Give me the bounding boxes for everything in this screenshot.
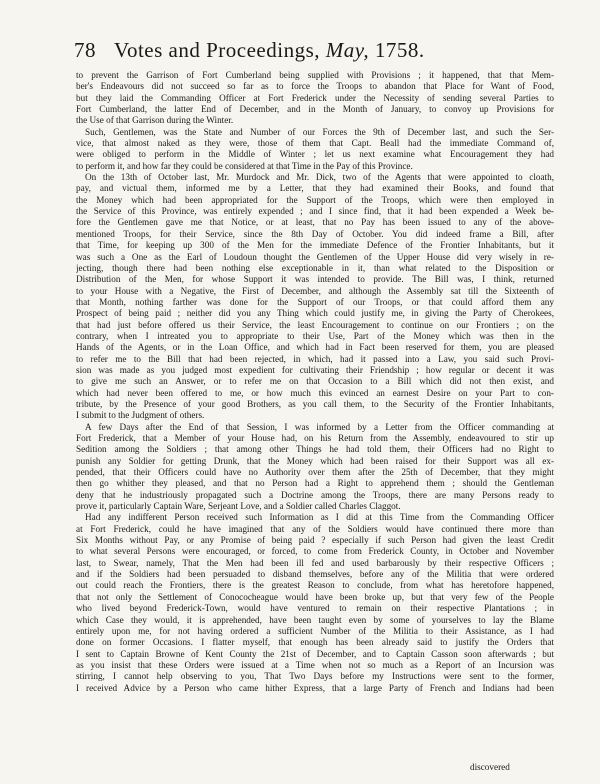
text-line: but they laid the Commanding Officer at Fort Frederick under the Necessity of sending several Parties to <box>76 92 554 103</box>
body-text <box>76 70 554 694</box>
text-line: that had just before offered us their Service, the least Encouragement to continue on our Frontiers ; on the <box>76 319 554 330</box>
text-line: was such a One as the Earl of Loudoun thought the Gentlemen of the Upper House did very wisely in re- <box>76 251 554 262</box>
text-line: A few Days after the End of that Session, I was informed by a Letter from the Officer commanding at <box>85 421 554 432</box>
text-line: to prevent the Garrison of Fort Cumberland being supplied with Provisions ; it happened, that that Mem- <box>76 70 554 80</box>
text-line: then go whither they pleased, and that no Person had a Right to apprehend them ; should the Gentleman <box>76 478 554 489</box>
text-line: pended, that their Officers could have no Authority over them after the 25th of December, that they might <box>76 467 554 478</box>
text-line: Prospect of being paid ; neither did you any Thing which could justify me, in giving the Party of Cherokees, <box>76 308 554 319</box>
text-line: Fort Cumberland, the latter End of December, and in the Month of January, to convoy up Provisions for <box>76 104 554 115</box>
text-line: Six Months without Pay, or any Promise of being paid ? especially if such Person had given the least Credit <box>76 535 554 546</box>
text-line: sion was made as you judged most expedient for cultivating their Friendship ; how regular or decent it was <box>76 364 554 375</box>
text-line: which had never been offered to me, or how much this evinced an earnest Desire on your Part to con- <box>76 387 554 398</box>
page-number: 78 <box>74 38 96 62</box>
text-line: that Month, nothing farther was done for the Support of our Troops, or that could afford them any <box>76 296 554 307</box>
text-line: who lived beyond Frederick-Town, would have ventured to remain on their respective Plantations ; in <box>76 603 554 614</box>
text-line: On the 13th of October last, Mr. Murdock and Mr. Dick, two of the Agents that were appointed to cloath, <box>85 172 554 183</box>
text-line: to perform it, and how far they could be considered at that Time in the Pay of this Province. <box>76 160 413 171</box>
text-line: Sedition among the Soldiers ; that among other Things he had told them, their Officers had no Right to <box>76 444 554 455</box>
text-line: Had any indifferent Person received such Information as I did at this Time from the Commanding Officer <box>85 512 554 523</box>
text-line: at Fort Frederick, could he have imagined that any of the Soldiers would have continued there more than <box>76 523 554 534</box>
text-line: pay, and victual them, informed me by a Letter, that they had examined their Books, and found that <box>76 183 554 194</box>
text-line: to what several Persons were encouraged, or forced, to come from Frederick County, in October and November <box>76 546 554 557</box>
text-line: vice, that almost naked as they were, those of them that Capt. Beall had the immediate Command of, <box>76 138 554 149</box>
text-line: which Case they would, it is apprehended, have been taught even by some of yourselves to lay the Blame <box>76 614 554 625</box>
text-line: last, to Swear, namely, That the Men had been ill fed and used barbarously by their respective Officers ; <box>76 557 554 568</box>
text-line: entirely upon me, for not having ordered a sufficient Number of the Militia to their Assistance, as I had <box>76 625 554 636</box>
text-line: I received Advice by a Person who came hither Express, that a large Party of French and Indians had been <box>76 682 554 693</box>
text-line: as you insist that these Orders were issued at a Time when not so much as a Report of an Incursion was <box>76 659 554 670</box>
text-line: out could reach the Frontiers, there is the greatest Reason to conclude, from what has heretofore happened, <box>76 580 554 591</box>
text-line: Distribution of the Men, for whose Support it was intended to provide. The Bill was, I think, returned <box>76 274 554 285</box>
text-line: prove it, particularly Captain Ware, Serjeant Love, and a Soldier called Charles Claggot. <box>76 501 401 512</box>
text-line: I submit to the Judgment of others. <box>76 410 205 421</box>
text-line: were obliged to perform in the Middle of Winter ; let us next examine what Encouragement they had <box>76 149 554 160</box>
text-line: that not only the Settlement of Conococheague would have been broke up, but that very few of the People <box>76 591 554 602</box>
text-line: jecting, though there had been nothing else exceptionable in it, than what related to the Disposition or <box>76 262 554 273</box>
text-line: ber's Endeavours did not succeed so far as to force the Troops to abandon that Place for Want of Food, <box>76 81 554 92</box>
running-title-month: May, <box>325 38 370 62</box>
text-line: to your House with a Negative, the First of December, and although the Assembly sat till the Sixteenth of <box>76 285 554 296</box>
running-title-text: Votes and Proceedings, <box>114 38 326 62</box>
text-line: to refer me to the Bill that had been rejected, in which, had it passed into a Law, you said such Provi- <box>76 353 554 364</box>
text-line: punish any Soldier for getting Drunk, that the Money which had been raised for their Support was all ex- <box>76 455 554 466</box>
running-title-year: 1758. <box>369 38 425 62</box>
text-line: deny that he industriously propagated such a Doctrine among the Troops, there are many Persons ready to <box>76 489 554 500</box>
text-line: contrary, when I intreated you to appropriate to their Use, Part of the Money which was then in the <box>76 330 554 341</box>
text-line: done on former Occasions. I flatter myself, that enough has been already said to justify the Orders that <box>76 637 554 648</box>
text-line: to give me such an Answer, or to refer me on that Occasion to a Bill which did not then exist, and <box>76 376 554 387</box>
running-title <box>114 38 425 63</box>
text-line: that Time, for keeping up 300 of the Men for the immediate Defence of the Frontier Inhabitants, but it <box>76 240 554 251</box>
catchword: discovered <box>470 762 510 772</box>
text-line: I sent to Captain Browne of Kent County the 21st of December, and to Captain Casson soon afterwards ; but <box>76 648 554 659</box>
text-line: stirring, I cannot help observing to you, That Two Days before my Instructions were sent to the former, <box>76 671 554 682</box>
text-line: Such, Gentlemen, was the State and Number of our Forces the 9th of December last, and such the Ser- <box>85 126 554 137</box>
text-line: the Use of that Garrison during the Winter. <box>76 115 234 126</box>
text-line: mentioned Troops, for their Service, since the 8th Day of October. You did indeed frame a Bill, after <box>76 228 554 239</box>
text-line: Fort Frederick, that a Member of your House had, on his Return from the Assembly, endeavoured to stir up <box>76 433 554 443</box>
text-line: the Money which had been appropriated for the Support of the Troops, which were then employed in <box>76 194 554 205</box>
text-line: tribute, by the Presence of your good Brothers, as you call them, to the Security of the Frontier Inhabitants, <box>76 398 554 409</box>
text-line: and if the Soldiers had been persuaded to disband themselves, before any of the Militia that were ordered <box>76 569 554 580</box>
running-header <box>74 32 554 66</box>
text-line: Hands of the Agents, or in the Loan Office, and which had in Fact been reserved for them, you are pleased <box>76 342 554 353</box>
text-line: the Service of this Province, was entirely expended ; and I since find, that it had been expended a Week be- <box>76 206 554 217</box>
text-line: fore the Gentlemen gave me that Notice, or at least, that no Pay has been issued to any of the above- <box>76 217 554 228</box>
